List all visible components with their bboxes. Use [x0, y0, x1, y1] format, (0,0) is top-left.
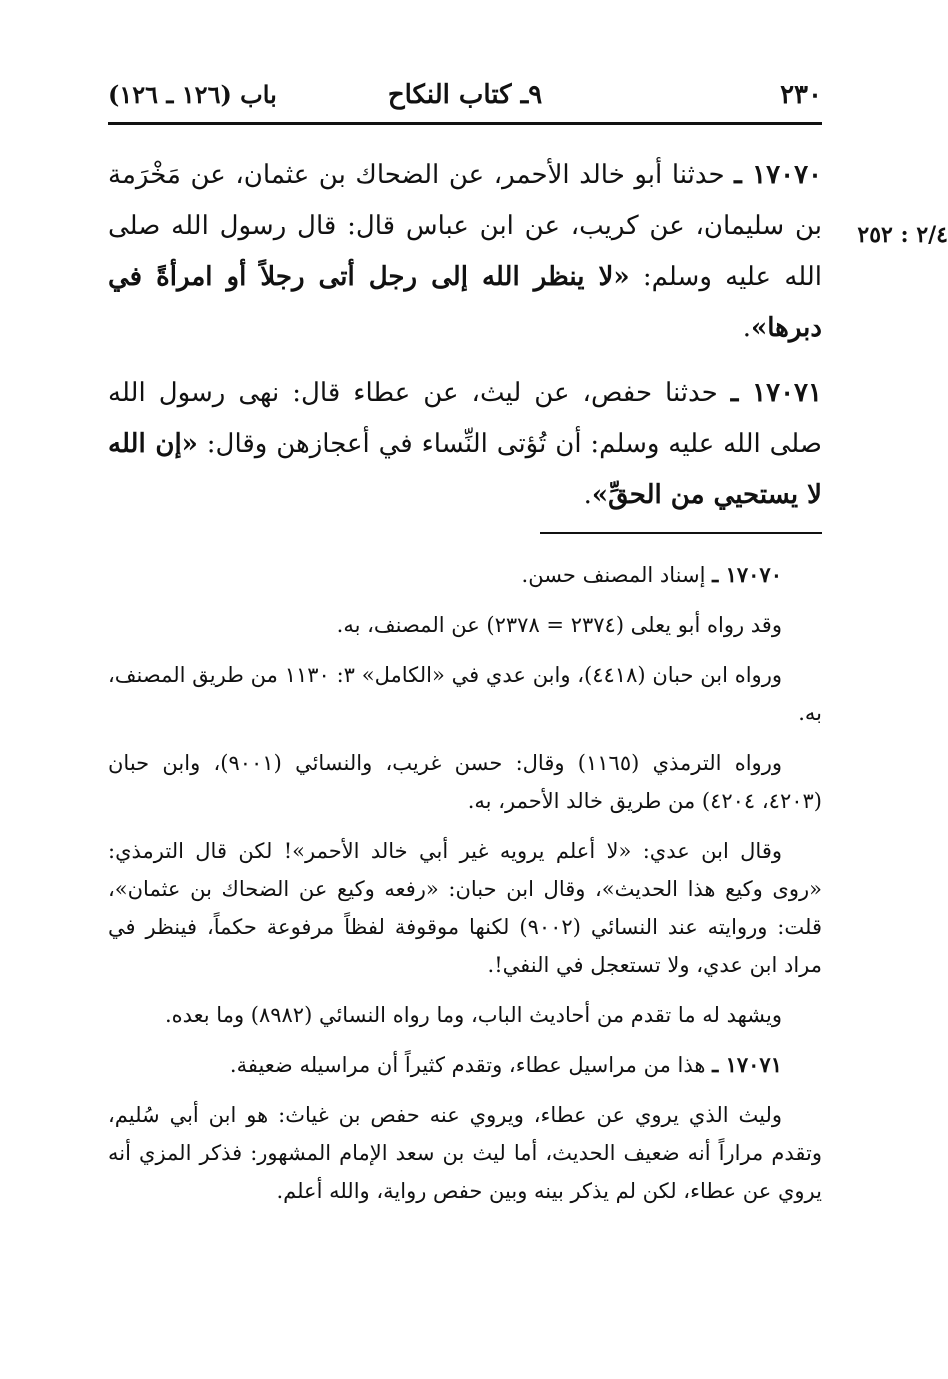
footnote-number: ١٧٠٧١ ـ: [712, 1052, 782, 1077]
footnote: [108, 556, 822, 594]
footnote-number: ١٧٠٧٠ ـ: [712, 562, 782, 587]
footnote-text: وقال ابن عدي: «لا أعلم يرويه غير أبي خالد الأحمر»! لكن قال الترمذي: «روى وكيع هذا الحديث»، وقال ابن حبان: «رفعه وكيع عن الضحاك بن عثمان»، قلت: وروايته عند النسائي (٩٠٠٢) لكنها موقوفة لفظاً مرفوعة حكماً، فينظر في مراد ابن عدي، ولا تستعجل في النفي!.: [108, 839, 822, 977]
footnote: [108, 606, 822, 644]
chapter-title: باب (١٢٦ ـ ١٢٦): [108, 80, 277, 109]
footnote: [108, 1046, 822, 1084]
footnote: [108, 1096, 822, 1210]
footnote-text: ورواه الترمذي (١١٦٥) وقال: حسن غريب، والنسائي (٩٠٠١)، وابن حبان (٤٢٠٣، ٤٢٠٤) من طريق خالد الأحمر، به.: [108, 751, 822, 813]
main-text: [108, 150, 822, 535]
footnote-text: هذا من مراسيل عطاء، وتقدم كثيراً أن مراسيله ضعيفة.: [229, 1053, 713, 1077]
footnote-text: وقد رواه أبو يعلى (٢٣٧٤ = ٢٣٧٨) عن المصنف، به.: [336, 613, 782, 637]
hadith-text: حدثنا أبو خالد الأحمر، عن الضحاك بن عثمان، عن مَخْرَمة بن سليمان، عن كريب، عن ابن عباس قال: قال رسول الله صلى الله عليه وسلم:: [108, 160, 823, 292]
margin-reference: ٢/٤ : ٢٥٢: [857, 222, 948, 248]
footnote-text: إسناد المصنف حسن.: [521, 563, 713, 587]
hadith-quote: «إن الله لا يستحيي من الحقِّ»: [108, 429, 822, 510]
hadith-end: .: [583, 480, 592, 510]
footnotes: [108, 556, 822, 1222]
hadith-quote: «لا ينظر الله إلى رجل أتى رجلاً أو امرأةً في دبرها»: [108, 262, 822, 343]
footnote-text: ورواه ابن حبان (٤٤١٨)، وابن عدي في «الكامل» ٣: ١١٣٠ من طريق المصنف، به.: [108, 663, 822, 725]
hadith-text: حدثنا حفص، عن ليث، عن عطاء قال: نهى رسول الله صلى الله عليه وسلم: أن تُؤتى النِّساء في أعجازهن وقال:: [108, 378, 822, 459]
hadith-paragraph: [108, 368, 822, 521]
footnote: [108, 832, 822, 984]
hadith-end: .: [742, 313, 751, 343]
footnote: [108, 996, 822, 1034]
book-title: ٩ـ كتاب النكاح: [387, 80, 543, 110]
footnote: [108, 744, 822, 820]
hadith-paragraph: [108, 150, 822, 354]
footnote-text: وليث الذي يروي عن عطاء، ويروي عنه حفص بن غياث: هو ابن أبي سُليم، وتقدم مراراً أنه ضعيف الحديث، أما ليث بن سعد الإمام المشهور: فذكر المزي أنه يروي عن عطاء، لكن لم يذكر بينه وبين حفص رواية، والله أعلم.: [108, 1103, 822, 1203]
footnote-text: ويشهد له ما تقدم من أحاديث الباب، وما رواه النسائي (٨٩٨٢) وما بعده.: [164, 1003, 782, 1027]
header-rule: [108, 122, 822, 125]
hadith-number: ١٧٠٧١ ـ: [730, 378, 822, 408]
page-header: [108, 78, 822, 118]
footnote-separator: [540, 532, 822, 534]
footnote: [108, 656, 822, 732]
hadith-number: ١٧٠٧٠ ـ: [734, 160, 822, 190]
page-number: ٢٣٠: [780, 80, 822, 110]
